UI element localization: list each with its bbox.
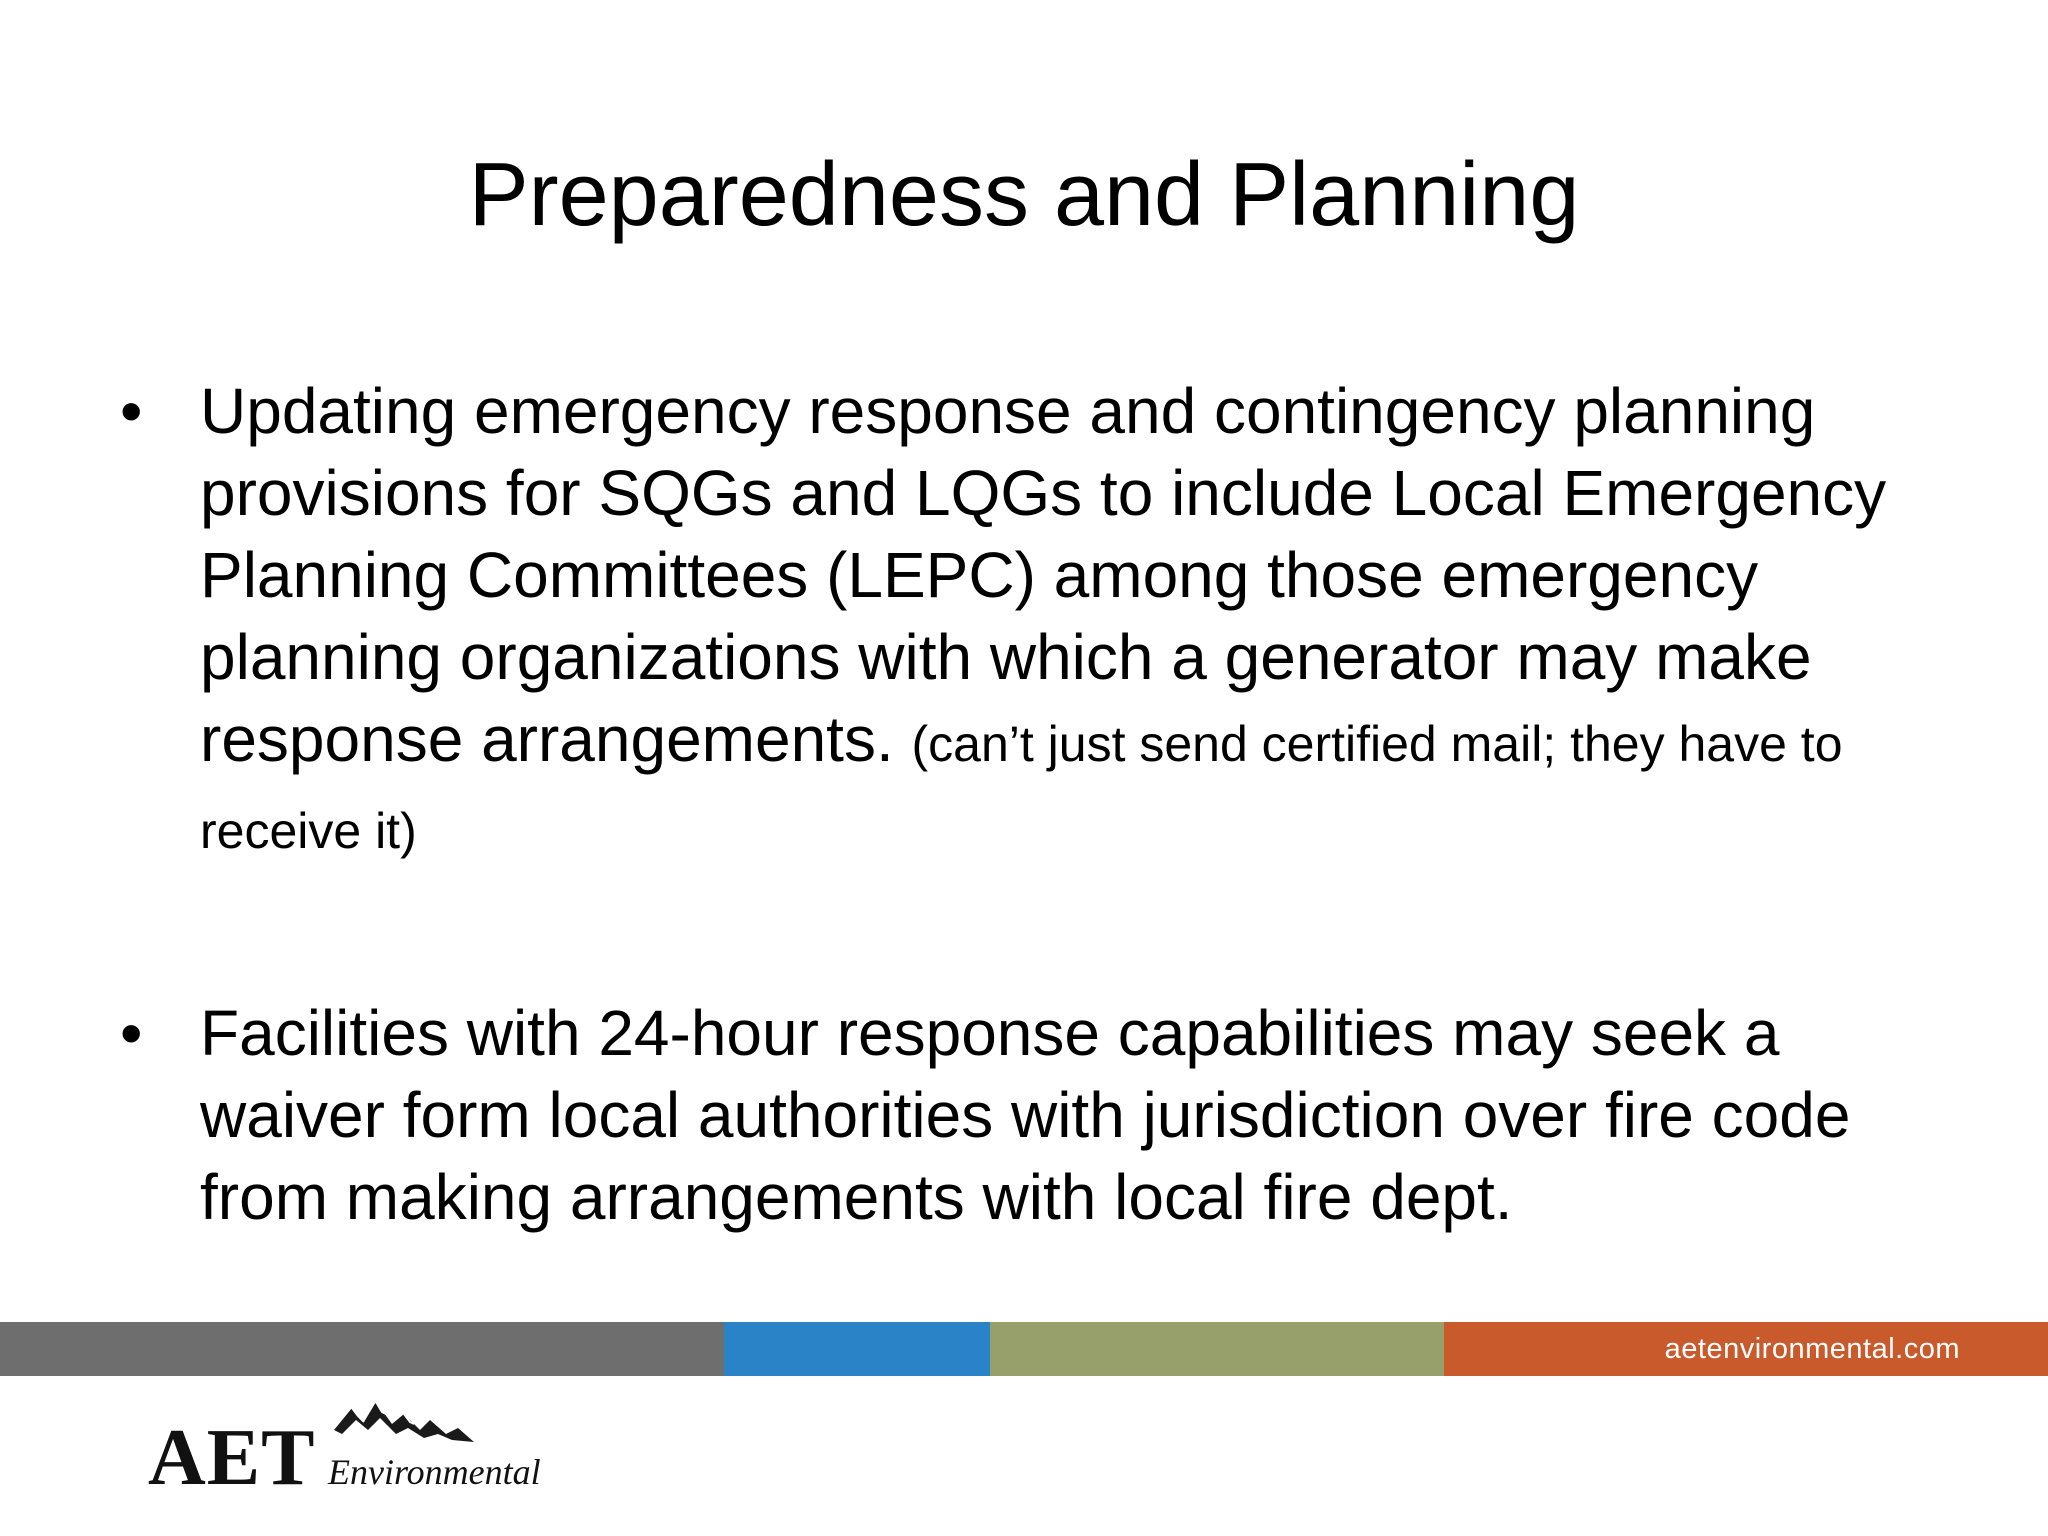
bullet-list — [120, 370, 1980, 1238]
bullet-marker: • — [120, 375, 143, 447]
logo-text-secondary: Environmental — [328, 1452, 541, 1492]
mountains-icon — [334, 1400, 474, 1446]
website-url: aetenvironmental.com — [1664, 1333, 1960, 1365]
company-logo — [148, 1400, 568, 1500]
bullet-text: Facilities with 24-hour response capabilities may seek a waiver form local authorities with jurisdiction over fire code from making arrangements with local fire dept. — [200, 997, 1851, 1233]
bullet-note: (can’t just send certified mail; they have to receive it) — [200, 716, 1843, 859]
footer-color-bar — [0, 1322, 2048, 1376]
bullet-marker: • — [120, 997, 143, 1069]
logo-text-primary: AET — [148, 1414, 316, 1502]
slide-title: Preparedness and Planning — [468, 145, 1580, 245]
bullet-item — [120, 370, 1980, 872]
bullet-item — [120, 992, 1980, 1238]
footer-bar-blue-segment — [724, 1322, 990, 1376]
footer-bar-green-segment — [990, 1322, 1444, 1376]
footer-bar-gray-segment — [0, 1322, 724, 1376]
bullet-text: Updating emergency response and contingency planning provisions for SQGs and LQGs to include Local Emergency Planning Committees (LEPC) among those emergency planning organizations with which a generator may make response arrangements. — [200, 375, 1887, 775]
footer-bar-orange-segment — [1444, 1322, 2048, 1376]
